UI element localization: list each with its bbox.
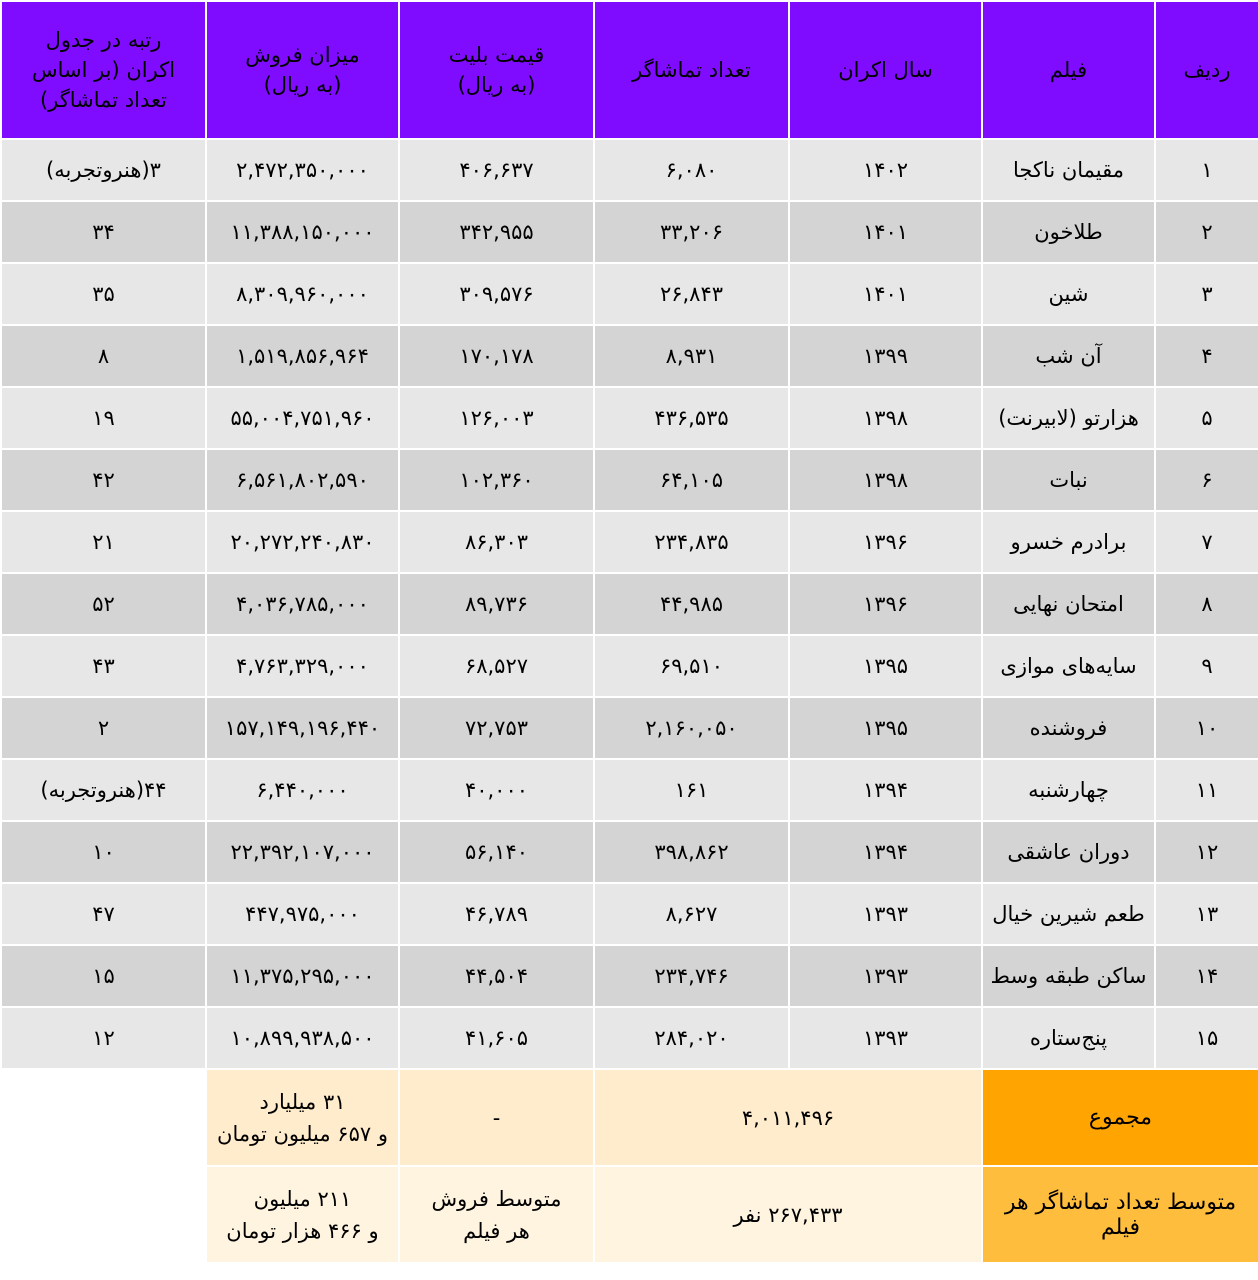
average-sales-label: متوسط فروش هر فیلم bbox=[399, 1166, 594, 1263]
sales: ۲۰,۲۷۲,۲۴۰,۸۳۰ bbox=[206, 511, 399, 573]
row-index: ۲ bbox=[1155, 201, 1258, 263]
film-title: برادرم خسرو bbox=[982, 511, 1155, 573]
release-year: ۱۳۹۴ bbox=[789, 759, 982, 821]
table-row bbox=[1, 449, 1258, 511]
film-title: فروشنده bbox=[982, 697, 1155, 759]
average-blank-cell bbox=[1, 1166, 206, 1263]
ticket-price: ۴۰۶,۶۳۷ bbox=[399, 139, 594, 201]
rank: ۱۹ bbox=[1, 387, 206, 449]
sales: ۸,۳۰۹,۹۶۰,۰۰۰ bbox=[206, 263, 399, 325]
ticket-price: ۱۰۲,۳۶۰ bbox=[399, 449, 594, 511]
release-year: ۱۳۹۶ bbox=[789, 511, 982, 573]
ticket-price: ۸۹,۷۳۶ bbox=[399, 573, 594, 635]
film-title: مقیمان ناکجا bbox=[982, 139, 1155, 201]
ticket-price: ۳۰۹,۵۷۶ bbox=[399, 263, 594, 325]
viewers: ۸,۹۳۱ bbox=[594, 325, 789, 387]
film-title: هزارتو (لابیرنت) bbox=[982, 387, 1155, 449]
film-title: ساکن طبقه وسط bbox=[982, 945, 1155, 1007]
release-year: ۱۳۹۵ bbox=[789, 635, 982, 697]
release-year: ۱۳۹۳ bbox=[789, 883, 982, 945]
ticket-price: ۱۲۶,۰۰۳ bbox=[399, 387, 594, 449]
table-row bbox=[1, 201, 1258, 263]
release-year: ۱۳۹۳ bbox=[789, 945, 982, 1007]
rank: ۲ bbox=[1, 697, 206, 759]
sales: ۶,۴۴۰,۰۰۰ bbox=[206, 759, 399, 821]
table-row bbox=[1, 821, 1258, 883]
viewers: ۴۳۶,۵۳۵ bbox=[594, 387, 789, 449]
header-index: ردیف bbox=[1155, 1, 1258, 139]
rank: ۴۷ bbox=[1, 883, 206, 945]
row-index: ۷ bbox=[1155, 511, 1258, 573]
header-film: فیلم bbox=[982, 1, 1155, 139]
total-sales: ۳۱ میلیارد و ۶۵۷ میلیون تومان bbox=[206, 1069, 399, 1166]
table-row bbox=[1, 387, 1258, 449]
viewers: ۶۴,۱۰۵ bbox=[594, 449, 789, 511]
header-release-year: سال اکران bbox=[789, 1, 982, 139]
header-row bbox=[1, 1, 1258, 139]
average-viewers: ۲۶۷,۴۳۳ نفر bbox=[594, 1166, 982, 1263]
viewers: ۲۸۴,۰۲۰ bbox=[594, 1007, 789, 1069]
viewers: ۲۳۴,۸۳۵ bbox=[594, 511, 789, 573]
row-index: ۱۲ bbox=[1155, 821, 1258, 883]
rank: ۴۳ bbox=[1, 635, 206, 697]
release-year: ۱۳۹۶ bbox=[789, 573, 982, 635]
total-blank-cell bbox=[1, 1069, 206, 1166]
ticket-price: ۵۶,۱۴۰ bbox=[399, 821, 594, 883]
rank: ۱۵ bbox=[1, 945, 206, 1007]
viewers: ۲,۱۶۰,۰۵۰ bbox=[594, 697, 789, 759]
film-title: طلاخون bbox=[982, 201, 1155, 263]
ticket-price: ۴۰,۰۰۰ bbox=[399, 759, 594, 821]
total-viewers: ۴,۰۱۱,۴۹۶ bbox=[594, 1069, 982, 1166]
rank: ۳۴ bbox=[1, 201, 206, 263]
film-title: آن شب bbox=[982, 325, 1155, 387]
sales: ۴,۷۶۳,۳۲۹,۰۰۰ bbox=[206, 635, 399, 697]
table-row bbox=[1, 883, 1258, 945]
release-year: ۱۳۹۹ bbox=[789, 325, 982, 387]
ticket-price: ۳۴۲,۹۵۵ bbox=[399, 201, 594, 263]
rank: ۴۲ bbox=[1, 449, 206, 511]
table-row bbox=[1, 263, 1258, 325]
table-row bbox=[1, 635, 1258, 697]
sales: ۱۵۷,۱۴۹,۱۹۶,۴۴۰ bbox=[206, 697, 399, 759]
row-index: ۹ bbox=[1155, 635, 1258, 697]
viewers: ۲۳۴,۷۴۶ bbox=[594, 945, 789, 1007]
header-rank: رتبه در جدول اکران (بر اساس تعداد تماشاگر) bbox=[1, 1, 206, 139]
viewers: ۸,۶۲۷ bbox=[594, 883, 789, 945]
release-year: ۱۳۹۴ bbox=[789, 821, 982, 883]
sales: ۱,۵۱۹,۸۵۶,۹۶۴ bbox=[206, 325, 399, 387]
table-row bbox=[1, 1007, 1258, 1069]
viewers: ۳۳,۲۰۶ bbox=[594, 201, 789, 263]
rank: ۳(هنروتجربه) bbox=[1, 139, 206, 201]
release-year: ۱۴۰۱ bbox=[789, 201, 982, 263]
ticket-price: ۴۶,۷۸۹ bbox=[399, 883, 594, 945]
rank: ۸ bbox=[1, 325, 206, 387]
sales: ۱۰,۸۹۹,۹۳۸,۵۰۰ bbox=[206, 1007, 399, 1069]
row-index: ۳ bbox=[1155, 263, 1258, 325]
sales: ۲۲,۳۹۲,۱۰۷,۰۰۰ bbox=[206, 821, 399, 883]
film-title: طعم شیرین خیال bbox=[982, 883, 1155, 945]
ticket-price: ۸۶,۳۰۳ bbox=[399, 511, 594, 573]
total-ticket: - bbox=[399, 1069, 594, 1166]
table-row bbox=[1, 573, 1258, 635]
table-row bbox=[1, 945, 1258, 1007]
film-title: دوران عاشقی bbox=[982, 821, 1155, 883]
sales: ۱۱,۳۷۵,۲۹۵,۰۰۰ bbox=[206, 945, 399, 1007]
ticket-price: ۱۷۰,۱۷۸ bbox=[399, 325, 594, 387]
ticket-price: ۴۱,۶۰۵ bbox=[399, 1007, 594, 1069]
film-title: شین bbox=[982, 263, 1155, 325]
film-title: پنج‌ستاره bbox=[982, 1007, 1155, 1069]
rank: ۳۵ bbox=[1, 263, 206, 325]
sales: ۵۵,۰۰۴,۷۵۱,۹۶۰ bbox=[206, 387, 399, 449]
film-title: امتحان نهایی bbox=[982, 573, 1155, 635]
viewers: ۶,۰۸۰ bbox=[594, 139, 789, 201]
ticket-price: ۶۸,۵۲۷ bbox=[399, 635, 594, 697]
table-row bbox=[1, 511, 1258, 573]
table-row bbox=[1, 697, 1258, 759]
row-index: ۱۳ bbox=[1155, 883, 1258, 945]
average-label: متوسط تعداد تماشاگر هر فیلم bbox=[982, 1166, 1258, 1263]
row-index: ۱ bbox=[1155, 139, 1258, 201]
viewers: ۲۶,۸۴۳ bbox=[594, 263, 789, 325]
row-index: ۸ bbox=[1155, 573, 1258, 635]
table-row bbox=[1, 759, 1258, 821]
row-index: ۴ bbox=[1155, 325, 1258, 387]
sales: ۶,۵۶۱,۸۰۲,۵۹۰ bbox=[206, 449, 399, 511]
header-sales: میزان فروش (به ریال) bbox=[206, 1, 399, 139]
viewers: ۱۶۱ bbox=[594, 759, 789, 821]
row-index: ۱۱ bbox=[1155, 759, 1258, 821]
table-body bbox=[1, 139, 1258, 1069]
row-index: ۱۰ bbox=[1155, 697, 1258, 759]
row-index: ۱۵ bbox=[1155, 1007, 1258, 1069]
header-viewers: تعداد تماشاگر bbox=[594, 1, 789, 139]
average-row bbox=[1, 1166, 1258, 1263]
total-row bbox=[1, 1069, 1258, 1166]
total-label: مجموع bbox=[982, 1069, 1258, 1166]
rank: ۱۰ bbox=[1, 821, 206, 883]
release-year: ۱۳۹۳ bbox=[789, 1007, 982, 1069]
table-row bbox=[1, 325, 1258, 387]
sales: ۱۱,۳۸۸,۱۵۰,۰۰۰ bbox=[206, 201, 399, 263]
ticket-price: ۴۴,۵۰۴ bbox=[399, 945, 594, 1007]
sales: ۴۴۷,۹۷۵,۰۰۰ bbox=[206, 883, 399, 945]
header-ticket-price: قیمت بلیت (به ریال) bbox=[399, 1, 594, 139]
rank: ۱۲ bbox=[1, 1007, 206, 1069]
rank: ۵۲ bbox=[1, 573, 206, 635]
row-index: ۱۴ bbox=[1155, 945, 1258, 1007]
sales: ۴,۰۳۶,۷۸۵,۰۰۰ bbox=[206, 573, 399, 635]
viewers: ۳۹۸,۸۶۲ bbox=[594, 821, 789, 883]
sales: ۲,۴۷۲,۳۵۰,۰۰۰ bbox=[206, 139, 399, 201]
release-year: ۱۴۰۲ bbox=[789, 139, 982, 201]
average-sales: ۲۱۱ میلیون و ۴۶۶ هزار تومان bbox=[206, 1166, 399, 1263]
rank: ۲۱ bbox=[1, 511, 206, 573]
row-index: ۵ bbox=[1155, 387, 1258, 449]
release-year: ۱۳۹۵ bbox=[789, 697, 982, 759]
rank: ۴۴(هنروتجربه) bbox=[1, 759, 206, 821]
film-title: نبات bbox=[982, 449, 1155, 511]
table-row bbox=[1, 139, 1258, 201]
row-index: ۶ bbox=[1155, 449, 1258, 511]
ticket-price: ۷۲,۷۵۳ bbox=[399, 697, 594, 759]
release-year: ۱۳۹۸ bbox=[789, 449, 982, 511]
viewers: ۶۹,۵۱۰ bbox=[594, 635, 789, 697]
release-year: ۱۴۰۱ bbox=[789, 263, 982, 325]
viewers: ۴۴,۹۸۵ bbox=[594, 573, 789, 635]
film-title: چهارشنبه bbox=[982, 759, 1155, 821]
film-title: سایه‌های موازی bbox=[982, 635, 1155, 697]
release-year: ۱۳۹۸ bbox=[789, 387, 982, 449]
